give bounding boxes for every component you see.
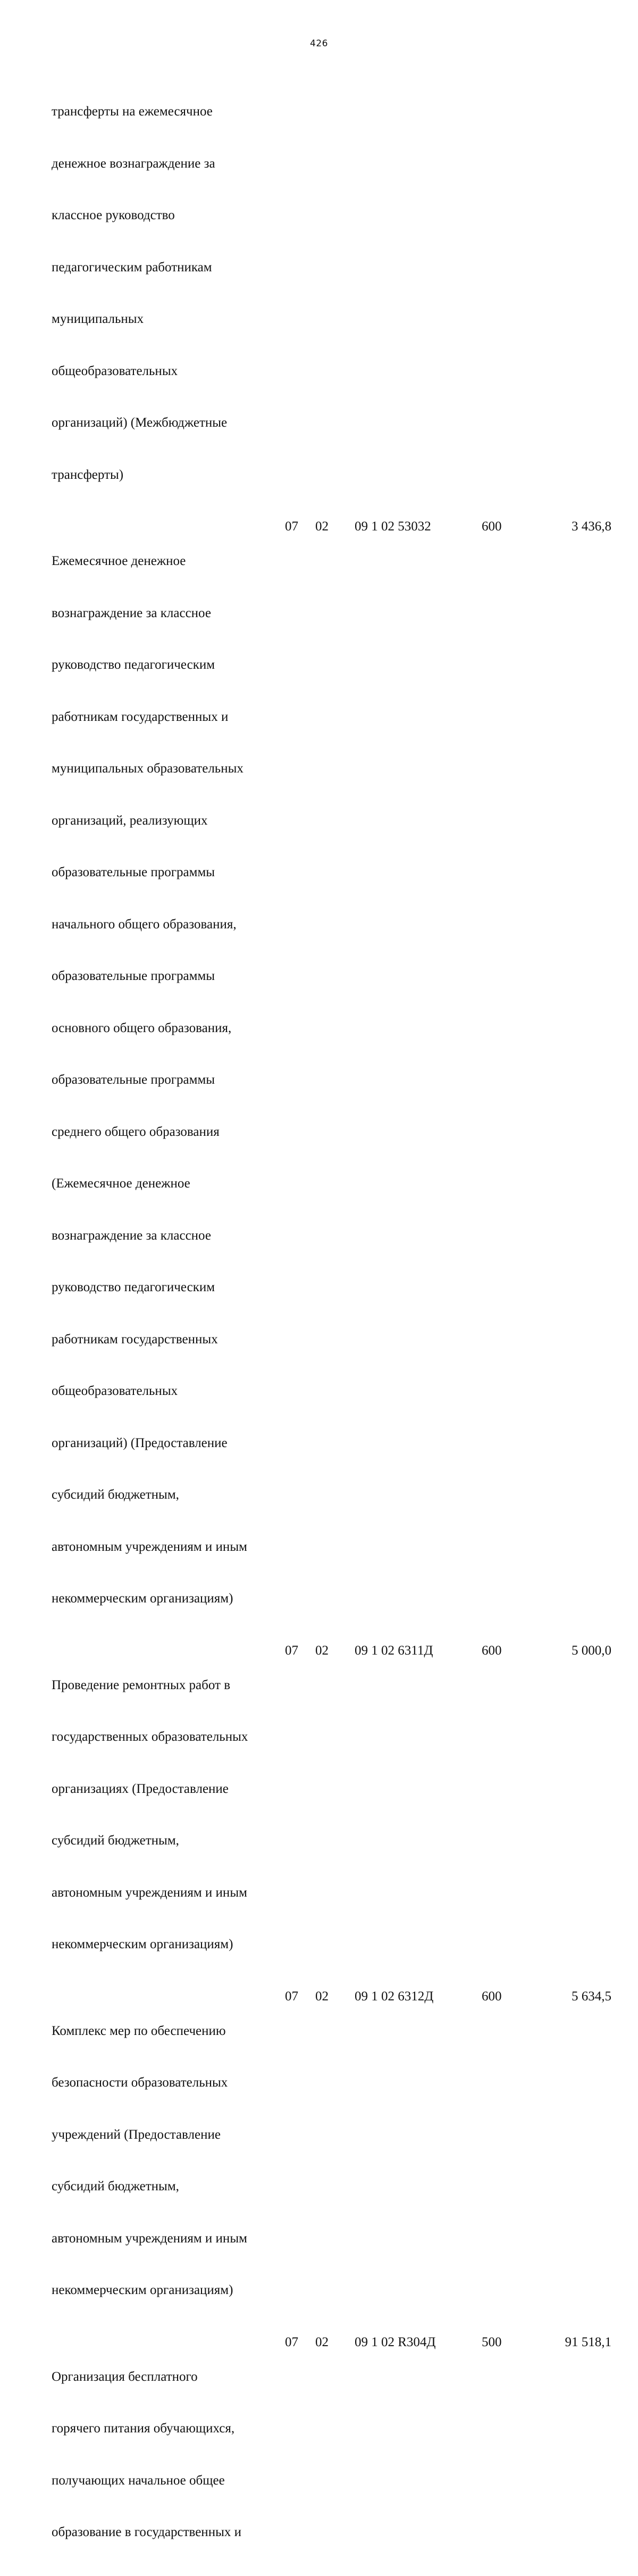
description-line: учреждений (Предоставление xyxy=(52,2127,221,2142)
podrazdel-code: 02 xyxy=(315,1643,329,1658)
description-line: образовательные программы xyxy=(52,865,215,879)
podrazdel-code: 02 xyxy=(315,1989,329,2004)
description-line: субсидий бюджетным, xyxy=(52,2179,179,2193)
description-line: среднего общего образования xyxy=(52,1124,220,1139)
description-line: организаций) (Межбюджетные xyxy=(52,416,228,430)
description-line: работникам государственных и xyxy=(52,709,229,724)
description-line: некоммерческим организациям) xyxy=(52,1591,233,1606)
table-row xyxy=(0,2334,638,2576)
description-line: трансферты) xyxy=(52,467,124,482)
description-line: автономным учреждениям и иным xyxy=(52,1539,247,1554)
description-line: классное руководство xyxy=(52,208,175,222)
description-line: трансферты на ежемесячное xyxy=(52,104,213,119)
podrazdel-code: 02 xyxy=(315,519,329,534)
row-description xyxy=(52,1642,275,1988)
description-line: Организация бесплатного xyxy=(52,2369,198,2384)
description-line: (Ежемесячное денежное xyxy=(52,1176,190,1191)
description-line: вознаграждение за классное xyxy=(52,1228,211,1243)
description-line: вознаграждение за классное xyxy=(52,605,211,620)
description-line: субсидий бюджетным, xyxy=(52,1488,179,1502)
expense-type-code: 500 xyxy=(482,2334,502,2349)
description-line: организациях (Предоставление xyxy=(52,1781,229,1796)
description-line: субсидий бюджетным, xyxy=(52,1833,179,1848)
description-line: руководство педагогическим xyxy=(52,658,215,672)
row-description xyxy=(52,518,275,1642)
description-line: Комплекс мер по обеспечению xyxy=(52,2023,226,2038)
amount-value: 91 518,1 xyxy=(565,2334,611,2349)
description-line: руководство педагогическим xyxy=(52,1280,215,1294)
budget-table xyxy=(0,69,638,2576)
description-line: муниципальных xyxy=(52,312,144,326)
description-line: получающих начальное общее xyxy=(52,2473,225,2488)
description-line: автономным учреждениям и иным xyxy=(52,1885,247,1900)
description-line: Ежемесячное денежное xyxy=(52,554,186,568)
description-line: начального общего образования, xyxy=(52,917,237,932)
razdel-code: 07 xyxy=(285,519,298,534)
table-row xyxy=(0,1642,638,1988)
description-line: организаций) (Предоставление xyxy=(52,1435,228,1450)
target-article-code: 09 1 02 R304Д xyxy=(355,2334,436,2349)
podrazdel-code: 02 xyxy=(315,2334,329,2349)
razdel-code: 07 xyxy=(285,1989,298,2004)
description-line: образовательные программы xyxy=(52,969,215,983)
target-article-code: 09 1 02 6311Д xyxy=(355,1643,433,1658)
description-line: общеобразовательных xyxy=(52,363,178,378)
description-line: горячего питания обучающихся, xyxy=(52,2421,235,2436)
description-line: автономным учреждениям и иным xyxy=(52,2231,247,2246)
description-line: организаций, реализующих xyxy=(52,813,208,828)
razdel-code: 07 xyxy=(285,2334,298,2349)
description-line: педагогическим работникам xyxy=(52,260,212,275)
expense-type-code: 600 xyxy=(482,1989,502,2004)
expense-type-code: 600 xyxy=(482,1643,502,1658)
table-row xyxy=(0,1988,638,2334)
table-row xyxy=(0,518,638,1642)
row-description xyxy=(52,2334,275,2576)
row-description xyxy=(52,69,275,518)
target-article-code: 09 1 02 6312Д xyxy=(355,1989,434,2004)
description-line: работникам государственных xyxy=(52,1332,218,1347)
expense-type-code: 600 xyxy=(482,519,502,534)
description-line: образовательные программы xyxy=(52,1073,215,1087)
row-description xyxy=(52,1988,275,2334)
description-line: общеобразовательных xyxy=(52,1384,178,1398)
description-line: безопасности образовательных xyxy=(52,2075,228,2090)
description-line: основного общего образования, xyxy=(52,1020,232,1035)
description-line: некоммерческим организациям) xyxy=(52,1937,233,1951)
description-line: государственных образовательных xyxy=(52,1730,248,1744)
description-line: денежное вознаграждение за xyxy=(52,156,215,171)
target-article-code: 09 1 02 53032 xyxy=(355,519,431,534)
amount-value: 5 000,0 xyxy=(572,1643,611,1658)
amount-value: 3 436,8 xyxy=(572,519,611,534)
description-line: муниципальных образовательных xyxy=(52,761,244,776)
description-line: Проведение ремонтных работ в xyxy=(52,1677,231,1692)
razdel-code: 07 xyxy=(285,1643,298,1658)
amount-value: 5 634,5 xyxy=(572,1989,611,2004)
description-line: некоммерческим организациям) xyxy=(52,2283,233,2297)
page-number: 426 xyxy=(310,38,328,49)
table-row xyxy=(0,69,638,518)
description-line: образование в государственных и xyxy=(52,2525,241,2539)
